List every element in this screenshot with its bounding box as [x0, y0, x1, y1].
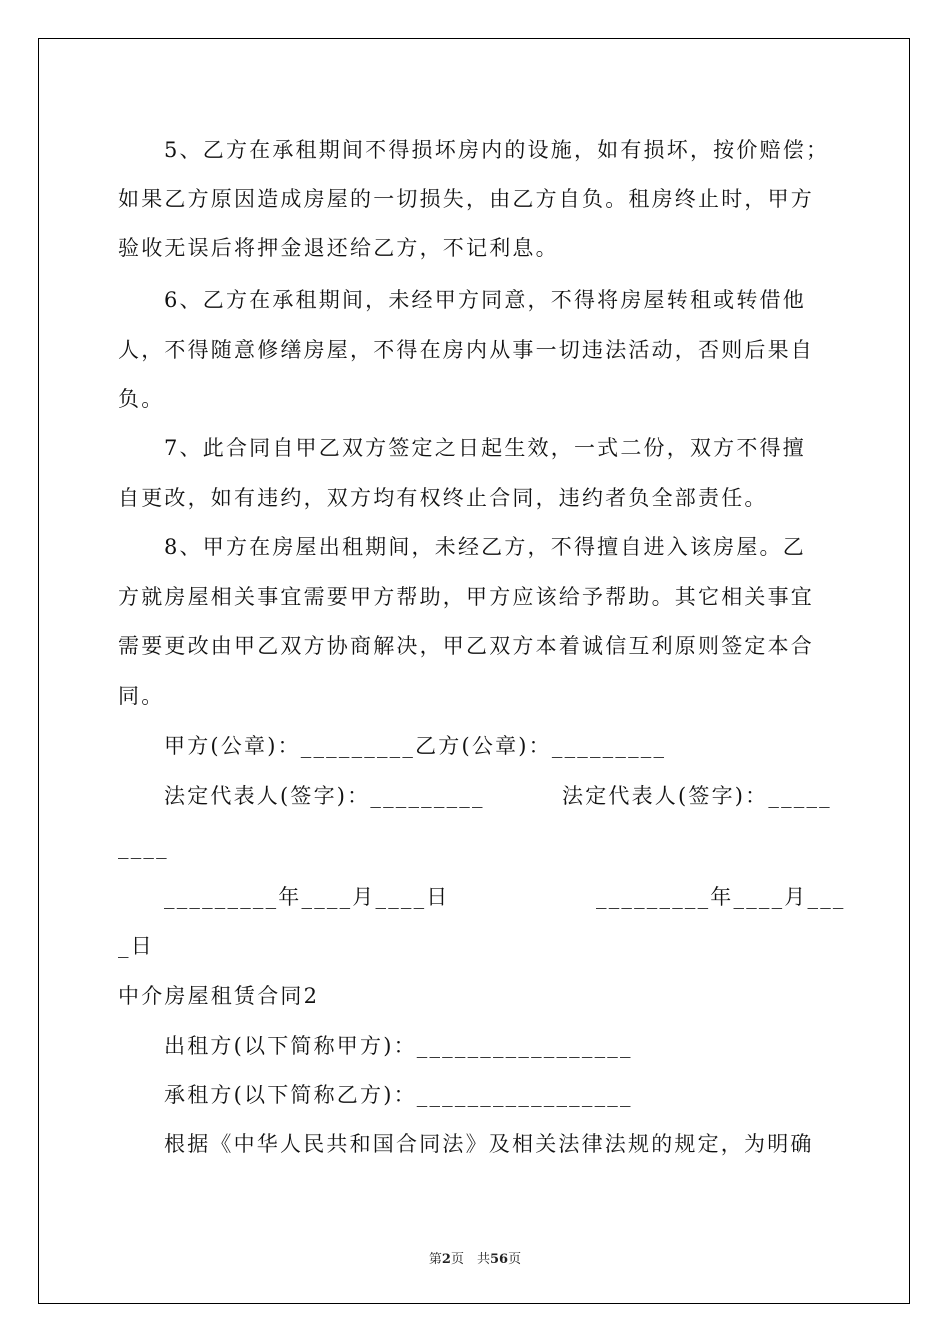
- paragraph-8-line-3: 需要更改由甲乙双方协商解决，甲乙双方本着诚信互利原则签定本合: [118, 634, 814, 658]
- paragraph-8-line-1: 8、甲方在房屋出租期间，未经乙方，不得擅自进入该房屋。乙: [164, 535, 806, 559]
- date-line-wrap: _日: [118, 934, 154, 958]
- date-line-right: _________年____月___: [596, 885, 846, 909]
- representative-line-right: 法定代表人(签字)：_____: [562, 784, 832, 808]
- paragraph-6-line-1: 6、乙方在承租期间，未经甲方同意，不得将房屋转租或转借他: [164, 288, 806, 312]
- page-border: [38, 38, 910, 1304]
- paragraph-6-line-3: 负。: [118, 387, 165, 411]
- footer-mid: 页 共: [450, 1252, 490, 1267]
- footer-total-pages: 56: [489, 1252, 509, 1267]
- contract-title: 中介房屋租赁合同2: [118, 984, 320, 1008]
- seal-line: 甲方(公章)：_________乙方(公章)：_________: [164, 734, 667, 758]
- paragraph-5-line-1: 5、乙方在承租期间不得损坏房内的设施，如有损坏，按价赔偿；: [164, 138, 830, 162]
- representative-line-wrap: ____: [118, 835, 169, 859]
- paragraph-5-line-3: 验收无误后将押金退还给乙方，不记利息。: [118, 236, 559, 260]
- date-line-left: _________年____月____日: [164, 885, 450, 909]
- footer-suffix: 页: [508, 1252, 522, 1267]
- paragraph-6-line-2: 人，不得随意修缮房屋，不得在房内从事一切违法活动，否则后果自: [118, 338, 814, 362]
- footer-page-number: 2: [441, 1252, 451, 1267]
- paragraph-8-line-4: 同。: [118, 684, 165, 708]
- representative-line-left: 法定代表人(签字)：_________: [164, 784, 485, 808]
- paragraph-7-line-2: 自更改，如有违约，双方均有权终止合同，违约者负全部责任。: [118, 486, 768, 510]
- page-footer: [0, 1248, 950, 1267]
- paragraph-8-line-2: 方就房屋相关事宜需要甲方帮助，甲方应该给予帮助。其它相关事宜: [118, 585, 814, 609]
- lessee-line: 承租方(以下简称乙方)：_________________: [164, 1083, 633, 1107]
- lessor-line: 出租方(以下简称甲方)：_________________: [164, 1034, 633, 1058]
- preamble-line: 根据《中华人民共和国合同法》及相关法律法规的规定，为明确: [164, 1132, 814, 1156]
- paragraph-5-line-2: 如果乙方原因造成房屋的一切损失，由乙方自负。租房终止时，甲方: [118, 187, 814, 211]
- footer-prefix: 第: [428, 1252, 442, 1267]
- paragraph-7-line-1: 7、此合同自甲乙双方签定之日起生效，一式二份，双方不得擅: [164, 436, 806, 460]
